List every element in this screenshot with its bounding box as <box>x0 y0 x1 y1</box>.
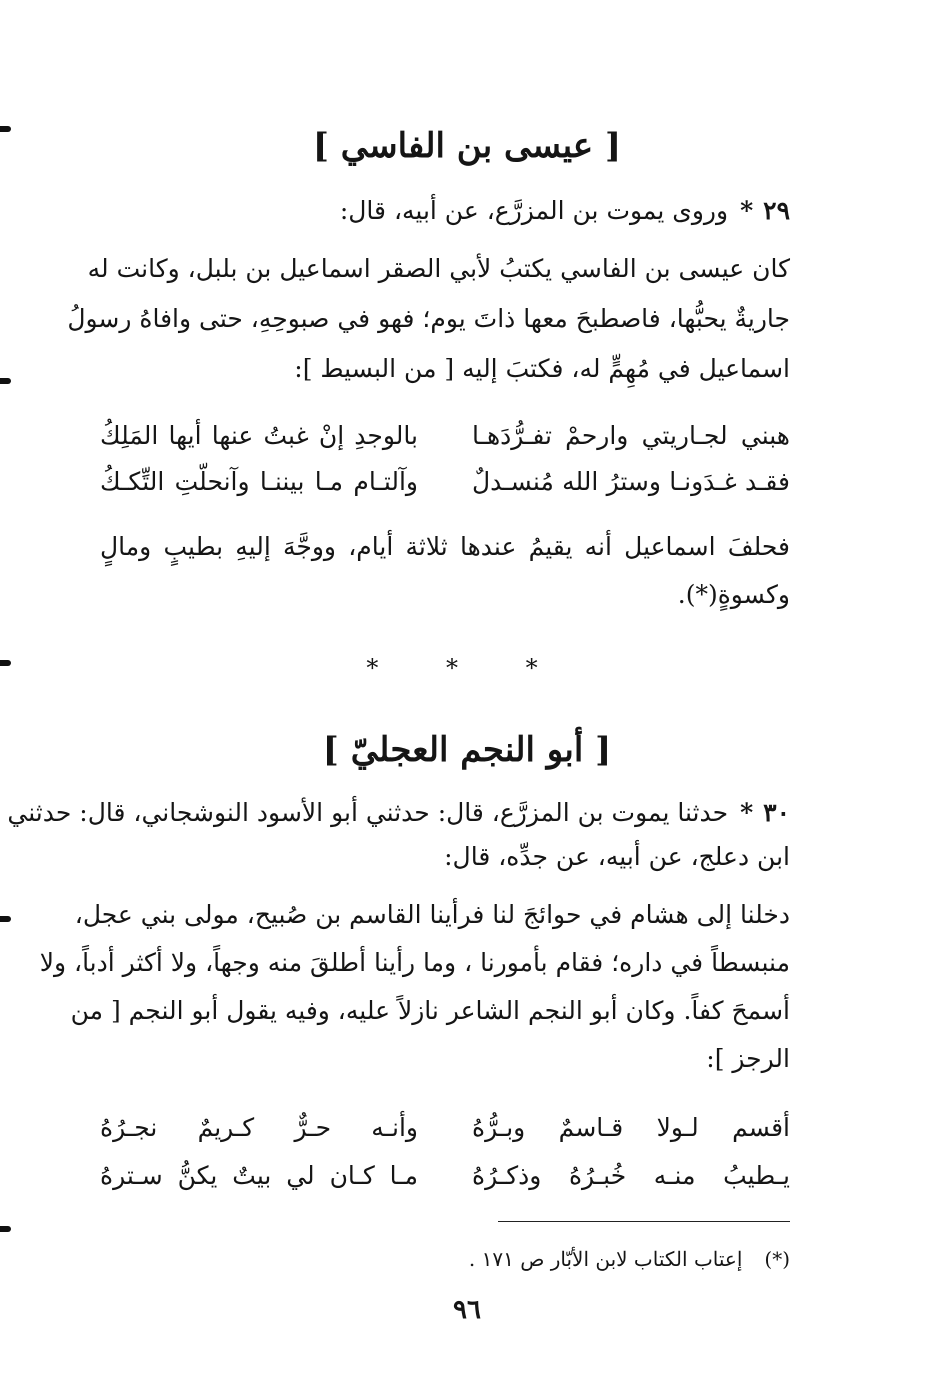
paragraph-line: اسماعيل في مُهِمٍّ له، فكتبَ إليه [ من البسيط ]: <box>294 354 790 383</box>
verse-line <box>100 464 790 500</box>
entry-star: * <box>740 798 754 827</box>
paragraph-line: منبسطاً في داره؛ فقام بأمورنا ، وما رأينا أطلقَ منه وجهاً، ولا أكثر أدباً، ولا <box>39 948 790 977</box>
entry-intro <box>7 796 790 830</box>
paragraph-line: الرجز ]: <box>706 1044 790 1073</box>
verse-line <box>100 1110 790 1146</box>
paragraph-line: ابن دعلج، عن أبيه، عن جدِّه، قال: <box>444 842 790 871</box>
verse-first-hemistich: فقـد غـدَونـا وسترُ الله مُنسـدلٌ <box>472 467 790 496</box>
margin-mark <box>0 1226 11 1232</box>
footnote-mark: (*) <box>764 1247 790 1271</box>
paragraph-line: فحلفَ اسماعيل أنه يقيمُ عندها ثلاثة أيام، ووجَّهَ إليهِ بطيبٍ ومالٍ <box>100 532 790 561</box>
verse-second-hemistich: مـا كـان لي بيتٌ يكنُّ سـترهُ <box>100 1161 418 1190</box>
footnote <box>300 1244 790 1274</box>
entry-star: * <box>740 196 754 225</box>
paragraph-line: دخلنا إلى هشام في حوائجَ لنا فرأينا القاسم بن صُبيح، مولى بني عجل، <box>74 900 790 929</box>
entry-intro <box>100 194 790 228</box>
paragraph-line: جاريةٌ يحبُّها، فاصطبحَ معها ذاتَ يوم؛ فهو في صبوحِهِ، حتى وافاهُ رسولُ <box>67 304 790 333</box>
section-title: [ عيسى بن الفاسي ] <box>312 126 622 166</box>
margin-mark <box>0 378 11 384</box>
section-separator: * * * <box>366 654 568 682</box>
entry-number: ٣٠ <box>763 798 790 827</box>
paragraph-line: كان عيسى بن الفاسي يكتبُ لأبي الصقر اسماعيل بن بلبل، وكانت له <box>87 254 790 283</box>
entry-intro-text: حدثنا يموت بن المزرَّع، قال: حدثني أبو الأسود النوشجاني، قال: حدثني <box>7 798 729 827</box>
footnote-text: إعتاب الكتاب لابن الأبّار ص ١٧١ . <box>468 1247 743 1271</box>
verse-first-hemistich: يـطيبُ منـه خُبـرُهُ وذكـرُهُ <box>472 1161 790 1190</box>
margin-mark <box>0 916 11 922</box>
verse-line <box>100 418 790 454</box>
paragraph-line: وكسوةٍ(*). <box>677 580 790 609</box>
verse-second-hemistich: وأنـه حـرٌّ كـريمٌ نجـرُهُ <box>100 1113 418 1142</box>
entry-number: ٢٩ <box>763 196 790 225</box>
footnote-divider <box>498 1221 790 1222</box>
entry-intro-text: وروى يموت بن المزرَّع، عن أبيه، قال: <box>339 196 729 225</box>
verse-second-hemistich: بالوجدِ إنْ غبتُ عنها أيها المَلِكُ <box>100 421 418 450</box>
section-title: [ أبو النجم العجليّ ] <box>322 730 612 770</box>
verse-line <box>100 1158 790 1194</box>
verse-second-hemistich: وآلتـام مـا بيننـا وآنحلّتِ التِّكـكُ <box>100 467 418 496</box>
paragraph-line: أسمحَ كفاً. وكان أبو النجم الشاعر نازلاً عليه، وفيه يقول أبو النجم [ من <box>70 996 790 1025</box>
page-number: ٩٦ <box>453 1295 481 1325</box>
verse-first-hemistich: هبني لجـاريتي وارحمْ تفـرُّدَهـا <box>472 421 790 450</box>
verse-first-hemistich: أقسم لـولا قـاسمٌ وبـرُّهُ <box>472 1113 790 1142</box>
